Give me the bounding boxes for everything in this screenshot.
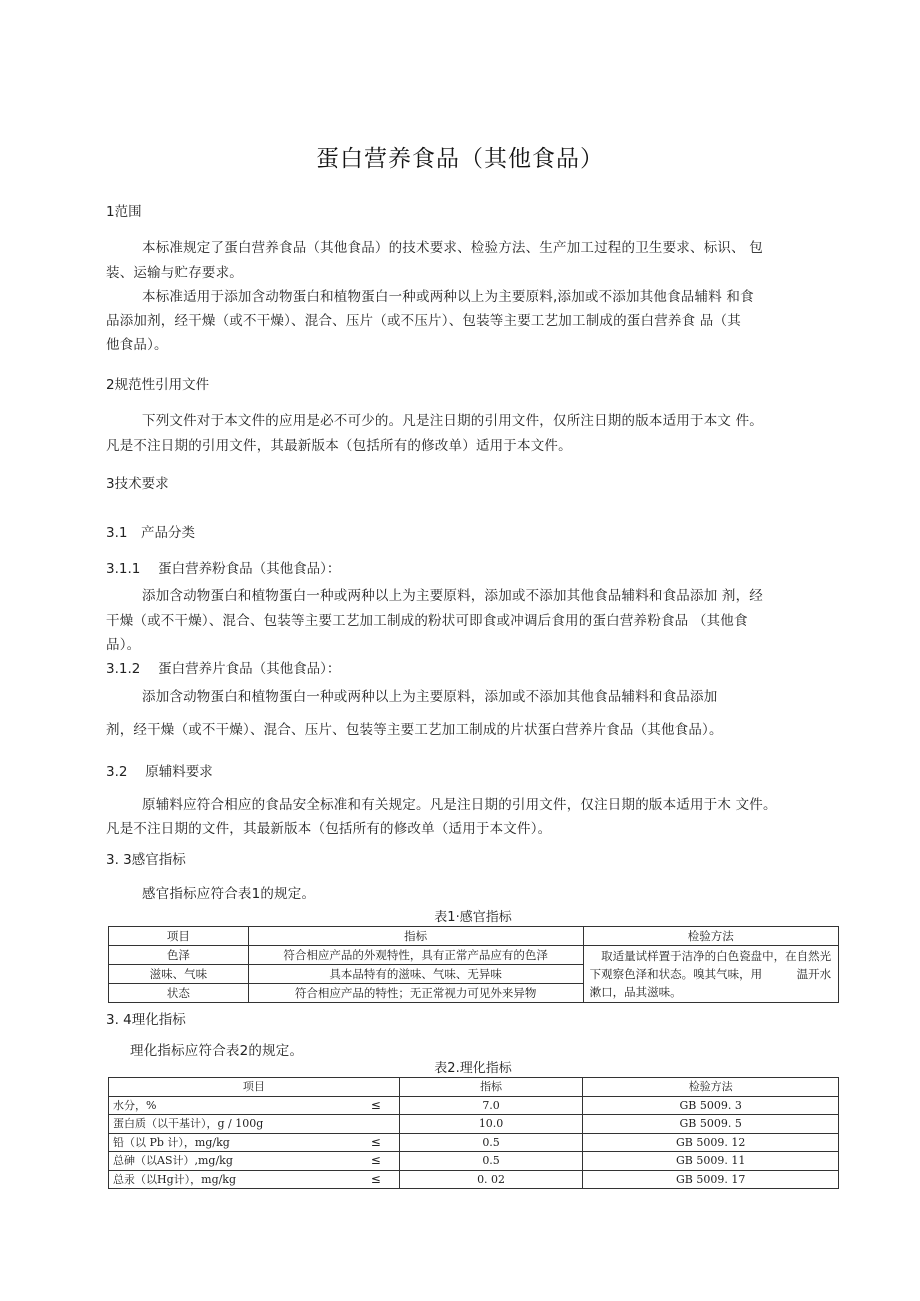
paragraph-line: 剂，经干燥（或不干燥）、混合、压片、包装等主要工艺加工制成的片状蛋白营养片食品（其他食品）。: [106, 722, 723, 738]
item-cell: 铅（以 Pb 计），mg/kg: [109, 1133, 341, 1152]
value-cell: 10.0: [399, 1115, 583, 1134]
operator-cell: ≤: [340, 1170, 399, 1189]
header-method: 检验方法: [583, 927, 838, 946]
method-cell: GB 5009. 5: [583, 1115, 839, 1134]
section-2-heading: 2规范性引用文件: [106, 377, 210, 393]
header-spec: 指标: [248, 927, 583, 946]
table-row: [109, 1152, 839, 1171]
section-3-4-heading: 3. 4理化指标: [106, 1012, 186, 1028]
section-3-1-1-heading: 3.1.1 蛋白营养粉食品（其他食品）：: [106, 561, 341, 577]
value-cell: 0.5: [399, 1152, 583, 1171]
paragraph-line: 添加含动物蛋白和植物蛋白一种或两种以上为主要原料，添加或不添加其他食品辅料和食品添加: [142, 689, 718, 705]
table-header-row: [109, 1078, 839, 1097]
table-row: [109, 1096, 839, 1115]
paragraph-line: 干燥（或不干燥）、混合、包装等主要工艺加工制成的粉状可即食或冲调后食用的蛋白营养粉食品 （其他食: [106, 613, 748, 629]
spec-cell: 符合相应产品的外观特性，具有正常产品应有的色泽: [248, 946, 583, 965]
operator-cell: ≤: [340, 1152, 399, 1171]
section-3-2-heading: 3.2 原辅料要求: [106, 764, 213, 780]
paragraph-line: 本标准规定了蛋白营养食品（其他食品）的技术要求、检验方法、生产加工过程的卫生要求、标识、 包: [142, 240, 763, 256]
value-cell: 0.5: [399, 1133, 583, 1152]
paragraph-line: 理化指标应符合表2的规定。: [130, 1043, 304, 1059]
table-row: [109, 1170, 839, 1189]
section-3-1-2-heading: 3.1.2 蛋白营养片食品（其他食品）：: [106, 661, 341, 677]
table-1-caption: 表1·感官指标: [434, 910, 512, 925]
header-value: 指标: [399, 1078, 583, 1097]
paragraph-line: 添加含动物蛋白和植物蛋白一种或两种以上为主要原料，添加或不添加其他食品辅料和食品添加 剂，经: [142, 588, 763, 604]
operator-cell: [340, 1115, 399, 1134]
paragraph-line: 品添加剂，经干燥（或不干燥）、混合、压片（或不压片）、包装等主要工艺加工制成的蛋白营养食 品（其: [106, 313, 741, 329]
operator-cell: ≤: [340, 1133, 399, 1152]
header-method: 检验方法: [583, 1078, 839, 1097]
paragraph-line: 他食品）。: [106, 337, 168, 353]
table-row: [109, 946, 839, 965]
paragraph-line: 原辅料应符合相应的食品安全标准和有关规定。凡是注日期的引用文件，仅注日期的版本适用于木 文件。: [142, 797, 777, 813]
document-title: 蛋白营养食品（其他食品）: [316, 146, 604, 172]
section-3-3-heading: 3. 3感官指标: [106, 852, 186, 868]
paragraph-line: 品）。: [106, 637, 141, 653]
spec-cell: 符合相应产品的特性；无正常视力可见外来异物: [248, 984, 583, 1003]
operator-cell: ≤: [340, 1096, 399, 1115]
spec-cell: 具本品特有的滋味、气味、无异味: [248, 965, 583, 984]
table-row: [109, 1133, 839, 1152]
item-cell: 总砷（以AS计）,mg/kg: [109, 1152, 341, 1171]
paragraph-line: 凡是不注日期的引用文件，其最新版本（包括所有的修改单）适用于本文件。: [106, 438, 572, 454]
item-cell: 总汞（以Hg计），mg/kg: [109, 1170, 341, 1189]
item-cell: 色泽: [109, 946, 249, 965]
item-cell: 水分，%: [109, 1096, 341, 1115]
paragraph-line: 凡是不注日期的文件，其最新版本（包括所有的修改单（适用于本文件）。: [106, 821, 552, 837]
table-2-caption: 表2.理化指标: [434, 1061, 512, 1076]
method-cell: GB 5009. 12: [583, 1133, 839, 1152]
sensory-table: [108, 926, 839, 1003]
header-item: 项目: [109, 1078, 400, 1097]
section-3-1-heading: 3.1 产品分类: [106, 525, 195, 541]
section-3-heading: 3技术要求: [106, 476, 169, 492]
method-cell: GB 5009. 17: [583, 1170, 839, 1189]
header-item: 项目: [109, 927, 249, 946]
method-cell: GB 5009. 11: [583, 1152, 839, 1171]
paragraph-line: 本标准适用于添加含动物蛋白和植物蛋白一种或两种以上为主要原料,添加或不添加其他食品辅料 和食: [142, 289, 754, 305]
paragraph-line: 装、运输与贮存要求。: [106, 265, 243, 281]
paragraph-line: 感官指标应符合表1的规定。: [142, 886, 316, 902]
value-cell: 7.0: [399, 1096, 583, 1115]
method-cell: 取适量试样置于洁净的白色瓷盘中，在自然光下观察色泽和状态。嗅其气味，用 温开水漱口，品其滋味。: [583, 946, 838, 1003]
physicochemical-table: [108, 1077, 839, 1189]
method-cell: GB 5009. 3: [583, 1096, 839, 1115]
table-row: [109, 1115, 839, 1134]
item-cell: 滋味、气味: [109, 965, 249, 984]
item-cell: 蛋白质（以干基计），g / 100g: [109, 1115, 341, 1134]
paragraph-line: 下列文件对于本文件的应用是必不可少的。凡是注日期的引用文件，仅所注日期的版本适用于本文 件。: [142, 413, 763, 429]
table-header-row: [109, 927, 839, 946]
section-1-heading: 1范围: [106, 204, 142, 220]
item-cell: 状态: [109, 984, 249, 1003]
value-cell: 0. 02: [399, 1170, 583, 1189]
